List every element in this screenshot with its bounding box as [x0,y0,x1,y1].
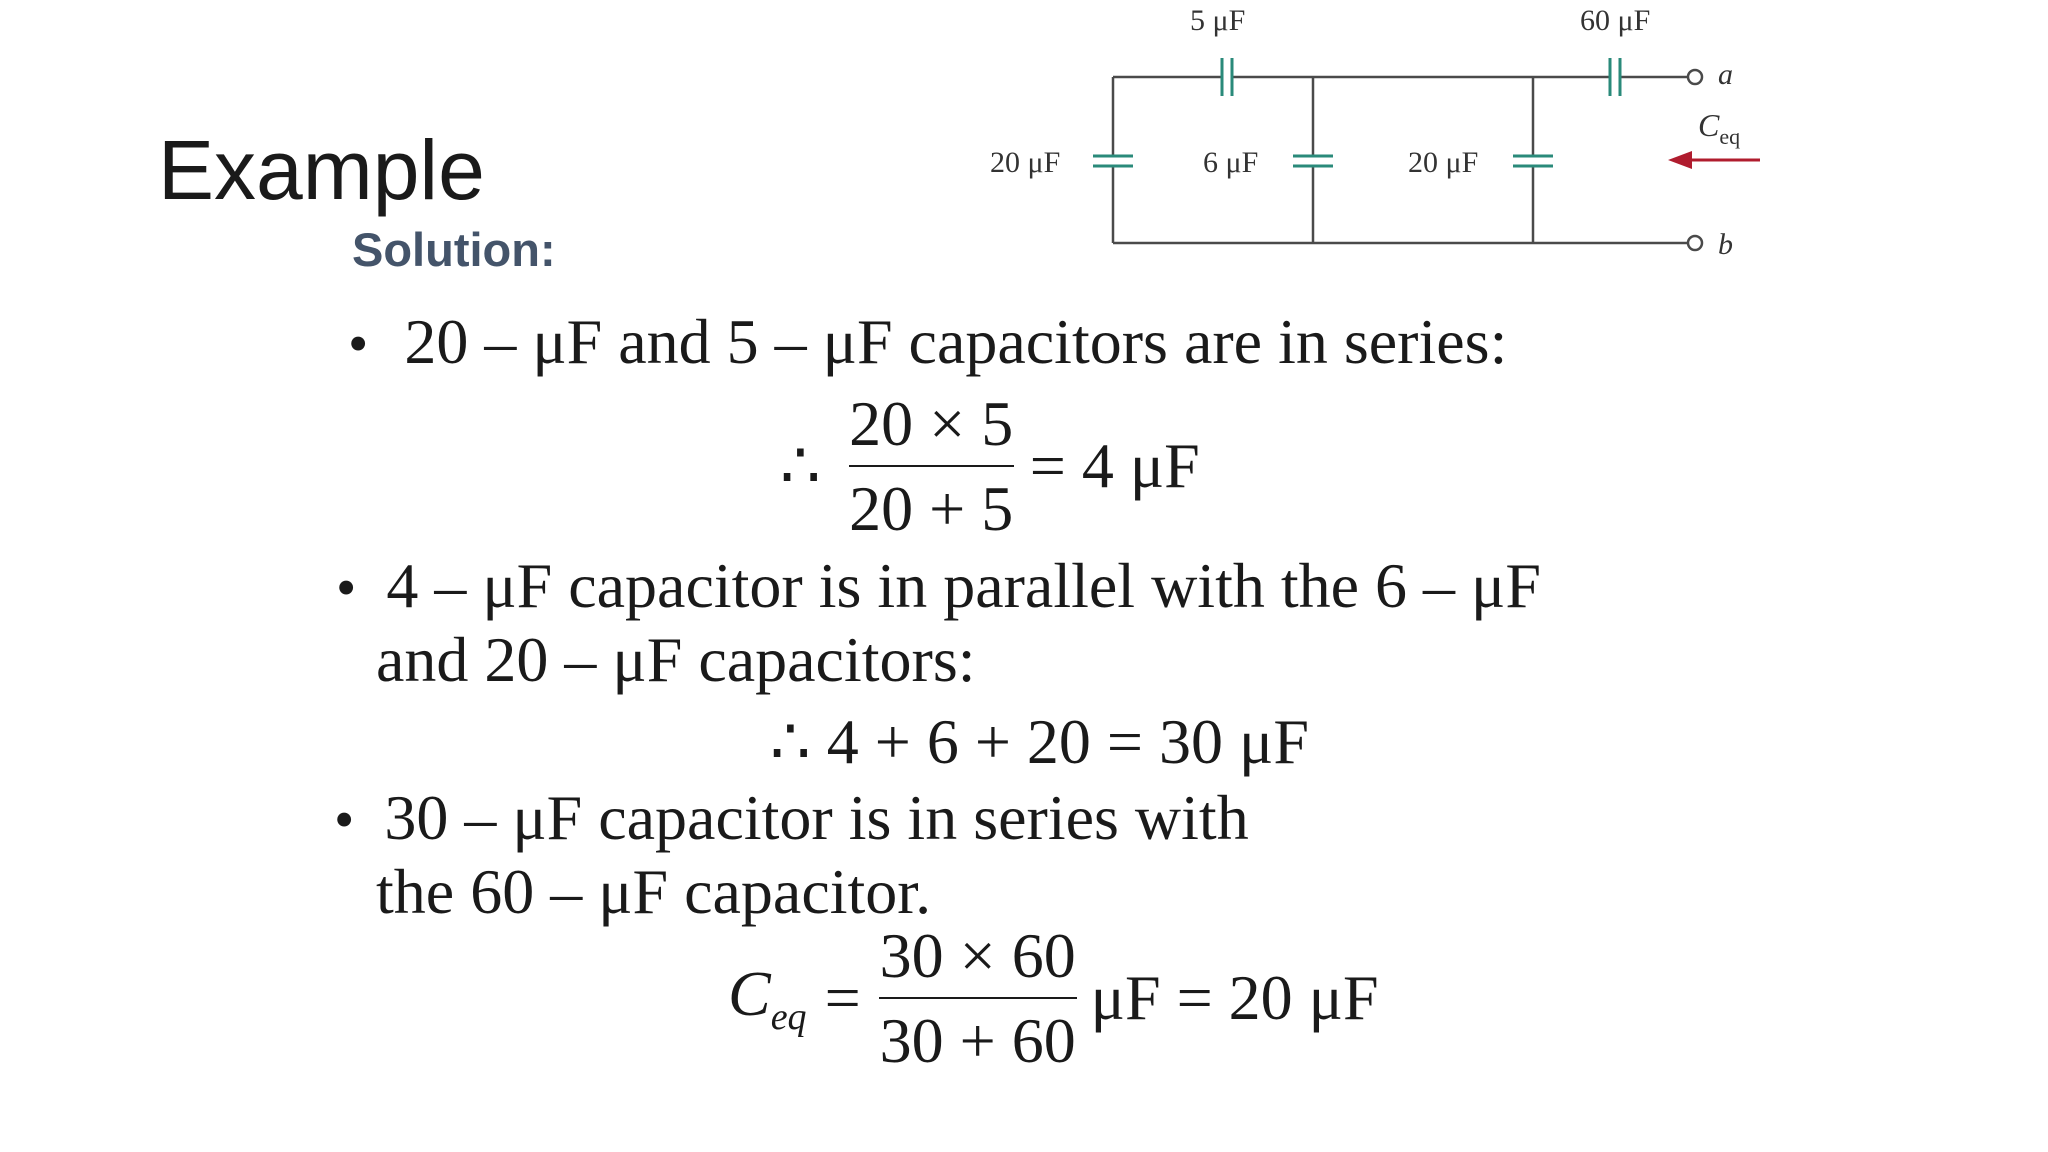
terminal-b-node [1688,236,1702,250]
step2-text-2: and 20 – μF capacitors: [376,624,976,695]
capacitor-circuit-diagram [980,0,1780,270]
ceq-fraction-bar [879,997,1077,999]
ceq-numerator: 30 × 60 [879,920,1076,991]
ceq-lhs: $C_{eq}$ [728,958,807,1039]
label-20uF-right: 20 μF [1408,146,1479,179]
ceq-fraction [879,920,1077,1077]
ceq-equals: = [824,962,861,1034]
step1-text: 20 – μF and 5 – μF capacitors are in series: [404,306,1508,377]
step1-equation [780,388,1200,545]
therefore-symbol: ∴ [780,430,821,502]
bullet-1: • [348,311,369,376]
label-60uF: 60 μF [1580,4,1651,37]
bullet-3: • [334,787,355,852]
step2-line1 [336,550,1541,621]
terminal-a-node [1688,70,1702,84]
step2-equation: ∴ 4 + 6 + 20 = 30 μF [770,706,1309,777]
slide-subtitle: Solution: [352,223,556,276]
bullet-2: • [336,555,357,620]
step1-fraction [849,388,1014,545]
ceq-denominator: 30 + 60 [879,1005,1076,1077]
label-20uF-left: 20 μF [990,146,1061,179]
ceq-equation [728,920,1379,1077]
step3-text-1: 30 – μF capacitor is in series with [384,782,1249,853]
step1-denominator: 20 + 5 [849,473,1014,545]
circuit-wires [1113,77,1687,243]
step2-text-1: 4 – μF capacitor is in parallel with the 6 – μF [386,550,1541,621]
step1-fraction-bar [849,465,1014,467]
capacitor-plates [1093,58,1620,166]
label-6uF: 6 μF [1203,146,1259,179]
ceq-result: μF = 20 μF [1090,962,1379,1034]
step3-line1 [334,782,1249,853]
label-5uF: 5 μF [1190,4,1246,37]
label-terminal-a: a [1718,58,1733,91]
step1-line [348,306,1508,377]
step1-numerator: 20 × 5 [849,388,1014,459]
step3-text-2: the 60 – μF capacitor. [376,856,932,927]
ceq-arrow-head [1668,151,1692,169]
slide-title: Example [158,123,485,217]
label-ceq: $C_{eq}$ [1698,107,1741,149]
step1-result: = 4 μF [1029,430,1200,502]
label-terminal-b: b [1718,228,1733,261]
